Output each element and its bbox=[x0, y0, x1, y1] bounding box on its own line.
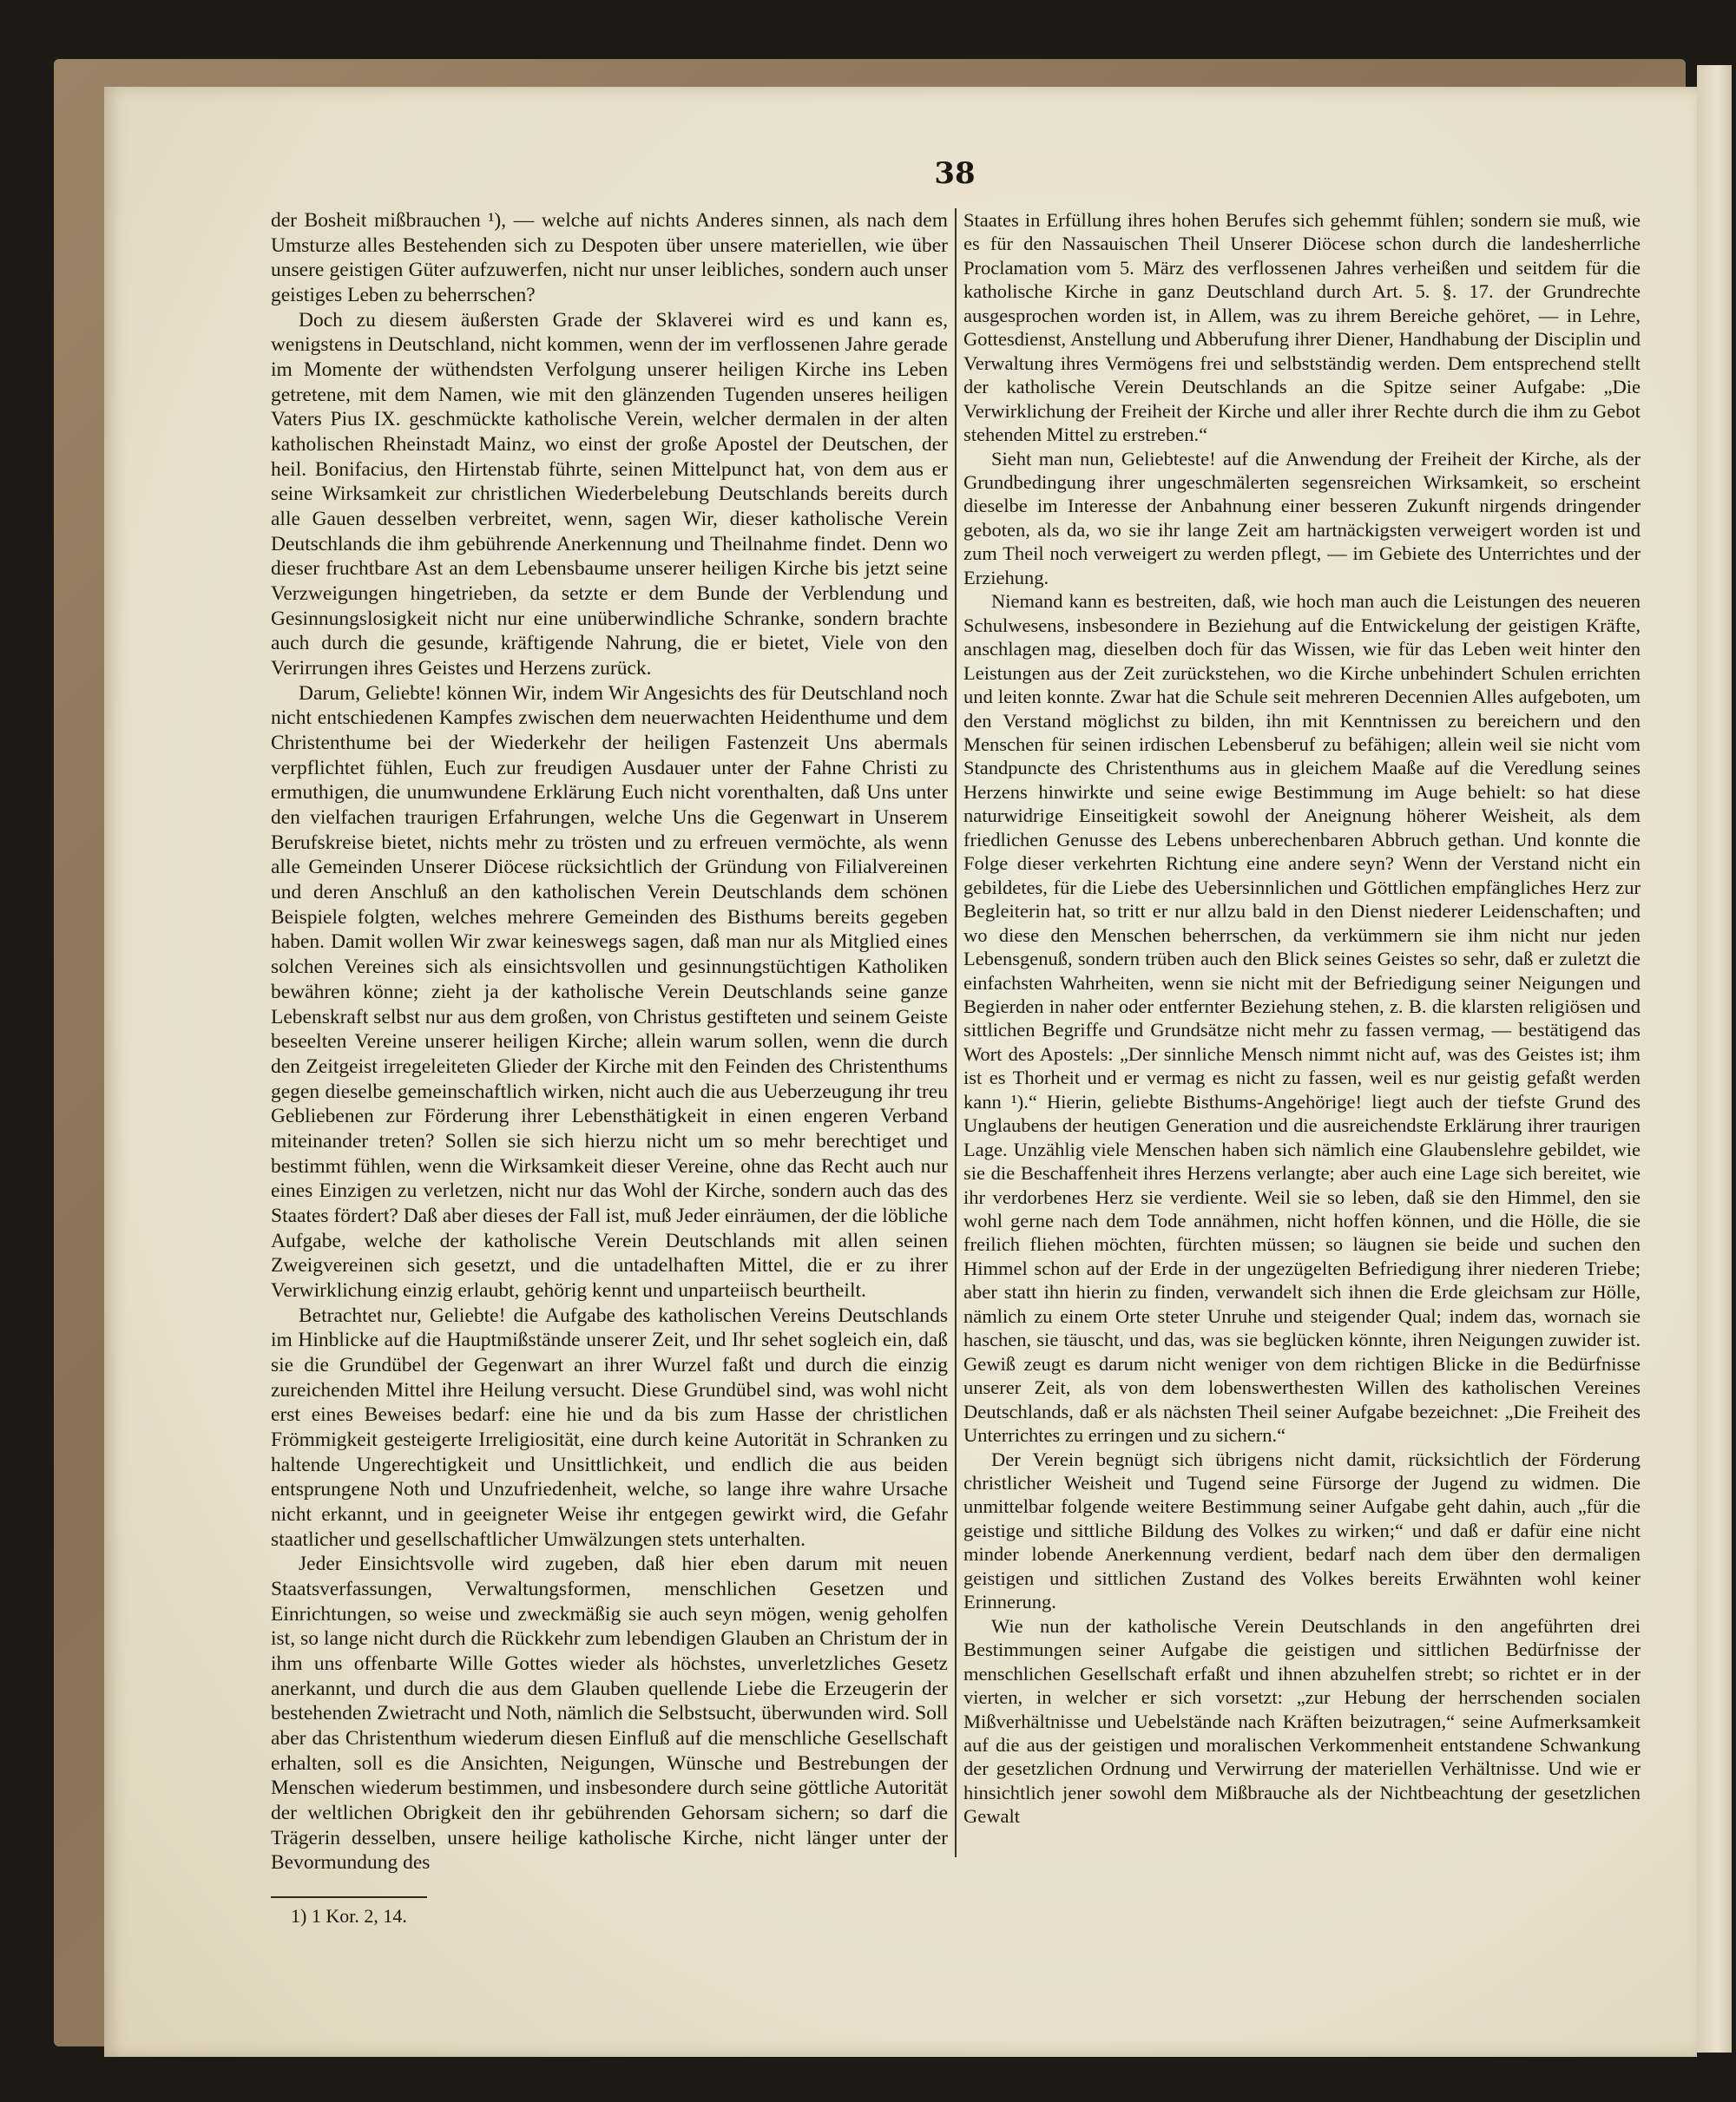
footnote-divider bbox=[271, 1896, 427, 1898]
paragraph: Wie nun der katholische Verein Deutschlands in den angeführten drei Bestimmungen seiner Aufgabe die geistigen und sittlichen Bedürfnisse der menschlichen Gesellschaft erfaßt und ihnen abzuhelfen strebt; so richtet er in der vierten, in welcher er sich vorsetzt: „zur Hebung der herrschenden socialen Mißverhältnisse und Uebelstände nach Kräften beizutragen,“ seine Aufmerksamkeit auf die aus der geistigen und moralischen Verkommenheit entstandene Schwankung der gesetzlichen Ordnung und Verwirrung der materiellen Verhältnisse. Und wie er hinsichtlich jener sowohl dem Mißbrauche als der Nichtbeachtung der gesetzlichen Gewalt bbox=[963, 1614, 1641, 1828]
next-page-edge bbox=[1697, 65, 1732, 2053]
paragraph: Sieht man nun, Geliebteste! auf die Anwendung der Freiheit der Kirche, als der Grundbedingung ihrer ungeschmälerten segensreichen Wirksamkeit, so erscheint dieselbe im Interesse der Anbahnung einer besseren Zukunft nirgends dringender geboten, als da, wo sie ihr lange Zeit am hartnäckigsten verweigert worden ist und zum Theil noch verweigert zu werden pflegt, — im Gebiete des Unterrichtes und der Erziehung. bbox=[963, 447, 1641, 588]
page-number: 38 bbox=[934, 156, 976, 191]
paragraph: Der Verein begnügt sich übrigens nicht damit, rücksichtlich der Förderung christlicher Weisheit und Tugend seine Fürsorge der Jugend zu widmen. Die unmittelbar folgende weitere Bestimmung seiner Aufgabe geht dahin, auch „für die geistige und sittliche Bildung des Volkes zu wirken;“ und daß er dafür eine nicht minder lobende Anerkennung verdient, bedarf nach dem über den dermaligen geistigen und sittlichen Zustand des Volkes bereits Erwähnten wohl keiner Erinnerung. bbox=[963, 1448, 1641, 1613]
paragraph: Jeder Einsichtsvolle wird zugeben, daß hier eben darum mit neuen Staatsverfassungen, Verwaltungsformen, menschlichen Gesetzen und Einrichtungen, so weise und zweckmäßig sie auch seyn mögen, wenig geholfen ist, so lange nicht durch die Rückkehr zum lebendigen Glauben an Christum der in ihm uns offenbarte Wille Gottes wieder als höchstes, unverletzliches Gesetz anerkannt, und durch die aus dem Glauben quellende Liebe die Erzeugerin der bestehenden Zwietracht und Noth, nämlich die Selbstsucht, überwunden wird. Soll aber das Christenthum wiederum diesen Einfluß auf die menschliche Gesellschaft erhalten, soll es die Ansichten, Neigungen, Wünsche und Bestrebungen der Menschen wiederum bestimmen, und insbesondere durch seine göttliche Autorität der weltlichen Obrigkeit den ihr gebührenden Gehorsam sichern; so darf die Trägerin desselben, unsere heilige katholische Kirche, nicht länger unter der Bevormundung des bbox=[271, 1553, 948, 1875]
paragraph: Betrachtet nur, Geliebte! die Aufgabe des katholischen Vereins Deutschlands im Hinblicke auf die Hauptmißstände unserer Zeit, und Ihr sehet sogleich ein, daß sie die Grundübel der Gegenwart an ihrer Wurzel faßt und durch die einzig zureichenden Mittel ihre Heilung versucht. Diese Grundübel sind, was wohl nicht erst eines Beweises bedarf: eine hie und da bis zum Hasse der christlichen Frömmigkeit gesteigerte Irreligiosität, eine durch keine Autorität in Schranken zu haltende Ungerechtigkeit und Unsittlichkeit, und endlich die aus beiden entsprungene Noth und Unzufriedenheit, welche, so lange ihre wahre Ursache nicht erkannt, und in geeigneter Weise ihr entgegen gewirkt wird, die Gefahr staatlicher und gesellschaftlicher Umwälzungen stets unterhalten. bbox=[271, 1304, 948, 1551]
right-text-column bbox=[963, 208, 1641, 1829]
footnote: 1) 1 Kor. 2, 14. bbox=[291, 1905, 407, 1927]
paragraph: der Bosheit mißbrauchen ¹), — welche auf nichts Anderes sinnen, als nach dem Umsturze alles Bestehenden sich zu Despoten über unsere materiellen, wie über unsere geistigen Güter aufzuwerfen, nicht nur unser leibliches, sondern auch unser geistiges Leben zu beherrschen? bbox=[271, 209, 948, 307]
paragraph: Niemand kann es bestreiten, daß, wie hoch man auch die Leistungen des neueren Schulwesens, insbesondere in Beziehung auf die Entwickelung der geistigen Kräfte, anschlagen mag, dieselben doch für das Wissen, wie für das Leben weit hinter den Leistungen aus der Zeit zurückstehen, wo die Kirche unbehindert Schulen errichten und leiten konnte. Zwar hat die Schule seit mehreren Decennien Alles aufgeboten, um den Verstand möglichst zu bilden, ihn mit Kenntnissen zu bereichern und den Menschen für seinen irdischen Lebensberuf zu befähigen; allein weil sie nicht vom Standpuncte des Christenthums aus in gleichem Maaße auf die Veredlung seines Herzens hinwirkte und seine ewige Bestimmung im Auge behielt: so hat diese naturwidrige Einseitigkeit sowohl der Aneignung höherer Weisheit, als dem friedlichen Genusse des Lebens unberechenbaren Abbruch gethan. Und konnte die Folge dieser verkehrten Richtung eine andere seyn? Wenn der Verstand nicht ein gebildetes, für die Liebe des Uebersinnlichen und Göttlichen empfängliches Herz zur Begleiterin hat, so tritt er nur allzu bald in den Dienst niederer Leidenschaften; und wo diese den Menschen beherrschen, da verkümmern sie ihm nicht nur jeden Lebensgenuß, sondern trüben auch den Blick seines Geistes so sehr, daß er zuletzt die einfachsten Wahrheiten, wenn sie nicht mit der Befriedigung seiner Neigungen und Begierden in naher oder entfernter Beziehung stehen, z. B. die klarsten religiösen und sittlichen Begriffe und Grundsätze nicht mehr zu fassen vermag, — bestätigend das Wort des Apostels: „Der sinnliche Mensch nimmt nicht auf, was des Geistes ist; ihm ist es Thorheit und er vermag es nicht zu fassen, weil es nur geistig gefaßt werden kann ¹).“ Hierin, geliebte Bisthums-Angehörige! liegt auch der tiefste Grund des Unglaubens der heutigen Generation und die ausreichendste Erklärung ihrer traurigen Lage. Unzählig viele Menschen haben sich nämlich eine Glaubenslehre gebildet, wie sie die Beschaffenheit ihres Herzens verlangte; aber auch eine Lage sich bereitet, wie ihr verdorbenes Herz sie verdiente. Weil sie so leben, daß sie den Himmel, den sie wohl gerne nach dem Tode annähmen, nicht hoffen können, und die Hölle, die sie freilich fliehen möchten, fürchten müssen; so läugnen sie beide und suchen den Himmel schon auf der Erde in der ungezügelten Befriedigung ihrer niederen Triebe; aber statt ihn hierin zu finden, verwandelt sich ihnen die Erde gleichsam zur Hölle, nämlich zu einem Orte steter Unruhe und steigender Qual; indem das, wornach sie haschen, sie täuscht, und das, was sie beglücken könnte, ihren Neigungen zuwider ist. Gewiß zeugt es darum nicht weniger von dem richtigen Blicke in die Bedürfnisse unserer Zeit, als von dem lobenswerthesten Willen des katholischen Vereines Deutschlands, daß er als nächsten Theil seiner Aufgabe bezeichnet: „Die Freiheit des Unterrichtes zu erringen und zu sichern.“ bbox=[963, 590, 1641, 1447]
paragraph: Doch zu diesem äußersten Grade der Sklaverei wird es und kann es, wenigstens in Deutschland, nicht kommen, wenn der im verflossenen Jahre gerade im Momente der wüthendsten Verfolgung unserer heiligen Kirche ins Leben getretene, mit dem Namen, wie mit den glänzenden Tugenden unseres heiligen Vaters Pius IX. geschmückte katholische Verein, welcher dermalen in der alten katholischen Rheinstadt Mainz, wo einst der große Apostel der Deutschen, der heil. Bonifacius, den Hirtenstab führte, seinen Mittelpunct hat, von dem aus er seine Wirksamkeit zur christlichen Wiederbelebung Deutschlands bereits durch alle Gauen desselben verbreitet, wenn, sagen Wir, dieser katholische Verein Deutschlands die ihm gebührende Anerkennung und Theilnahme findet. Denn wo dieser fruchtbare Ast an dem Lebensbaume unserer heiligen Kirche bis jetzt seine Verzweigungen hingetrieben, da setzte er dem Bunde der Verblendung und Gesinnungslosigkeit nicht nur eine unüberwindliche Schranke, sondern brachte auch durch die gesunde, kräftigende Nahrung, die er bietet, Viele von den Verirrungen ihres Geistes und Herzens zurück. bbox=[271, 308, 948, 680]
paragraph: Staates in Erfüllung ihres hohen Berufes sich gehemmt fühlen; sondern sie muß, wie es für den Nassauischen Theil Unserer Diöcese schon durch die landesherrliche Proclamation vom 5. März des verflossenen Jahres verheißen und seitdem für die katholische Kirche in ganz Deutschland durch Art. 5. §. 17. der Grundrechte ausgesprochen worden ist, in Allem, was zu ihrem Bereiche gehöret, — in Lehre, Gottesdienst, Anstellung und Abberufung ihrer Diener, Handhabung der Disciplin und Verwaltung ihres Vermögens frei und selbstständig werden. Dem entsprechend stellt der katholische Verein Deutschlands an die Spitze seiner Aufgabe: „Die Verwirklichung der Freiheit der Kirche und aller ihrer Rechte durch die ihm zu Gebot stehenden Mittel zu erstreben.“ bbox=[963, 209, 1641, 446]
left-text-column bbox=[271, 208, 948, 1875]
column-divider bbox=[955, 208, 957, 1857]
paragraph: Darum, Geliebte! können Wir, indem Wir Angesichts des für Deutschland noch nicht entschiedenen Kampfes zwischen dem neuerwachten Heidenthume und dem Christenthume bei der Wiederkehr der heiligen Fastenzeit Uns abermals verpflichtet fühlen, Euch zur freudigen Ausdauer unter der Fahne Christi zu ermuthigen, die unumwundene Erklärung Euch nicht vorenthalten, daß Uns unter den vielfachen traurigen Erfahrungen, welche Uns die Gegenwart in Unserem Berufskreise bietet, nichts mehr zu trösten und zu erfreuen vermöchte, als wenn alle Gemeinden Unserer Diöcese rücksichtlich der Gründung von Filialvereinen und deren Anschluß an den katholischen Verein Deutschlands dem schönen Beispiele folgten, welches mehrere Gemeinden des Bisthums bereits gegeben haben. Damit wollen Wir zwar keineswegs sagen, daß man nur als Mitglied eines solchen Vereines sich als einsichtsvollen und gesinnungstüchtigen Katholiken bewähren könne; zieht ja der katholische Verein Deutschlands seine ganze Lebenskraft selbst nur aus dem großen, von Christus gestifteten und seinem Geiste beseelten Vereine unserer heiligen Kirche; allein warum sollen, wenn die durch den Zeitgeist irregeleiteten Glieder der Kirche mit den Feinden des Christenthums gegen dieselbe gemeinschaftlich wirken, nicht auch die aus Ueberzeugung ihr treu Gebliebenen zur Förderung ihrer Lebensthätigkeit in einen engeren Verband miteinander treten? Sollen sie sich hierzu nicht um so mehr berechtiget und bestimmt fühlen, wenn die Wirksamkeit dieser Vereine, ohne das Recht auch nur eines Einzigen zu verletzen, nicht nur das Wohl der Kirche, sondern auch das des Staates fördert? Daß aber dieses der Fall ist, muß Jeder einräumen, der die löbliche Aufgabe, welche der katholische Verein Deutschlands mit allen seinen Zweigvereinen sich gesetzt, und die untadelhaften Mittel, die er zu ihrer Verwirklichung einzig erlaubt, gehörig kennt und unparteiisch beurtheilt. bbox=[271, 681, 948, 1302]
